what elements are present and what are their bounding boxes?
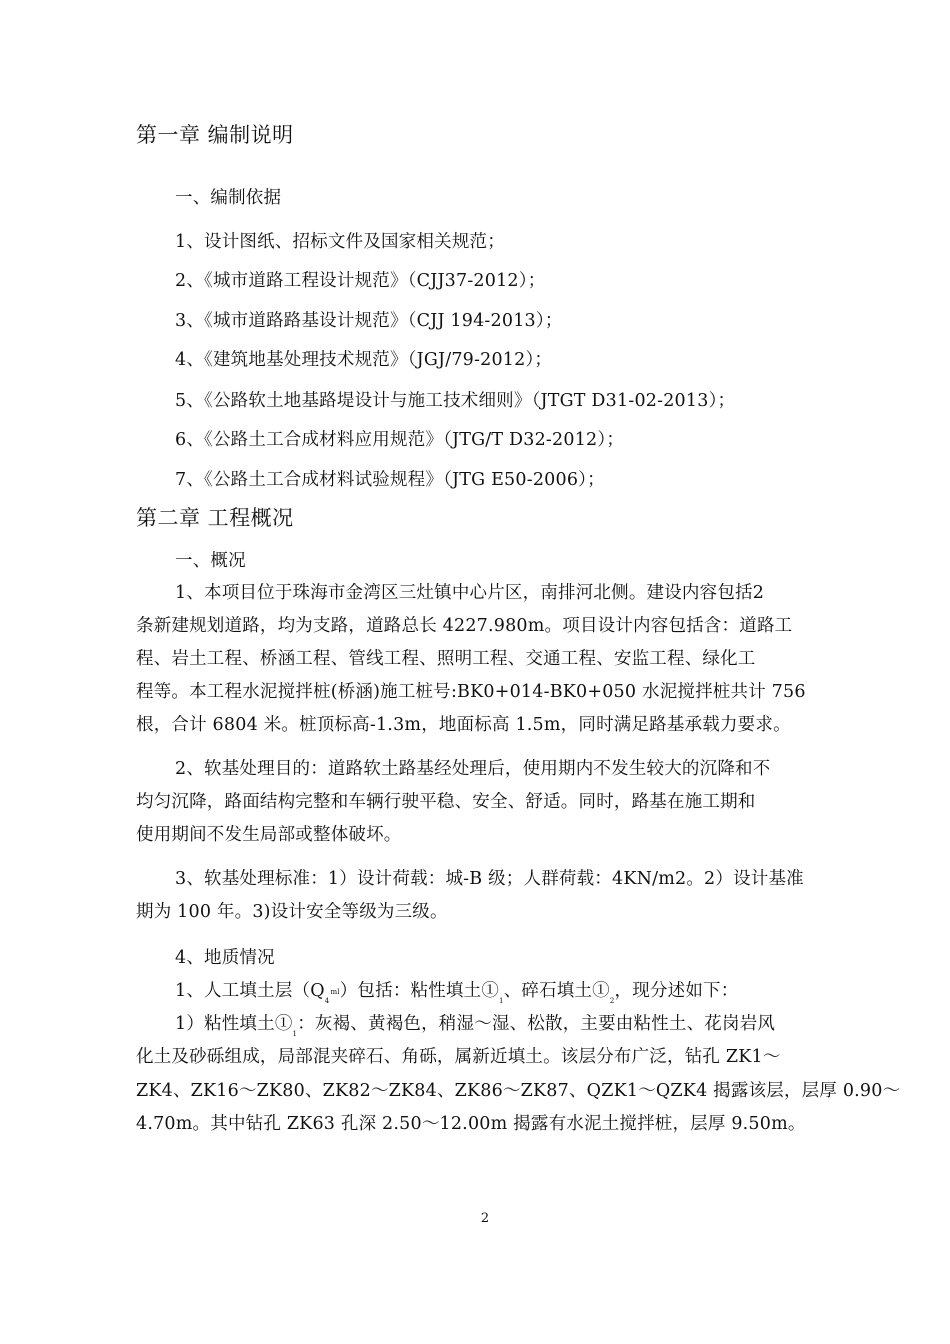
clay-fill-paragraph-line: ZK4、ZK16～ZK80、ZK82～ZK84、ZK86～ZK87、QZK1～QZK4 揭露该层，层厚 0.90～ bbox=[136, 1081, 901, 1101]
fill-layer-line bbox=[175, 980, 738, 1005]
clay-fill-line bbox=[175, 1013, 775, 1038]
reference-item: 5、《公路软土地基路堤设计与施工技术细则》（JTGT D31-02-2013）； bbox=[175, 391, 736, 411]
chapter1-title: 第一章 编制说明 bbox=[136, 123, 294, 147]
overview-paragraph-line: 根，合计 6804 米。桩顶标高-1.3m，地面标高 1.5m，同时满足路基承载力要求。 bbox=[136, 715, 791, 735]
clay-fill-paragraph-line: 化土及砂砾组成，局部混夹碎石、角砾，属新近填土。该层分布广泛，钻孔 ZK1～ bbox=[136, 1047, 781, 1067]
fill-layer-text: 1、人工填土层（Q bbox=[175, 981, 325, 1001]
standard-paragraph-line: 期为 100 年。3)设计安全等级为三级。 bbox=[136, 902, 448, 922]
purpose-paragraph-line: 2、软基处理目的：道路软土路基经处理后，使用期内不发生较大的沉降和不 bbox=[175, 759, 771, 779]
page-number: 2 bbox=[480, 1211, 490, 1226]
geology-heading: 4、地质情况 bbox=[175, 948, 275, 968]
purpose-paragraph-line: 均匀沉降，路面结构完整和车辆行驶平稳、安全、舒适。同时，路基在施工期和 bbox=[136, 792, 756, 812]
chapter1-section1-heading: 一、编制依据 bbox=[175, 188, 282, 208]
standard-paragraph-line: 3、软基处理标准：1）设计荷载：城-B 级；人群荷载：4KN/m2。2）设计基准 bbox=[175, 869, 804, 889]
fill-layer-superscript: ml bbox=[330, 988, 340, 996]
reference-item: 1、设计图纸、招标文件及国家相关规范； bbox=[175, 232, 505, 252]
reference-item: 3、《城市道路路基设计规范》（CJJ 194-2013）； bbox=[175, 311, 563, 331]
purpose-paragraph-line: 使用期间不发生局部或整体破坏。 bbox=[136, 825, 402, 845]
reference-item: 2、《城市道路工程设计规范》（CJJ37-2012）； bbox=[175, 271, 546, 291]
overview-paragraph-line: 1、本项目位于珠海市金湾区三灶镇中心片区，南排河北侧。建设内容包括2 bbox=[175, 583, 765, 603]
fill-layer-text: 、碎石填土① bbox=[503, 981, 610, 1001]
reference-item: 6、《公路土工合成材料应用规范》（JTG/T D32-2012）； bbox=[175, 430, 625, 450]
fill-layer-subscript: 2 bbox=[609, 997, 615, 1005]
fill-layer-subscript: 1 bbox=[499, 997, 504, 1005]
fill-layer-text: ）包括：粘性填土① bbox=[339, 981, 500, 1001]
clay-fill-text: ：灰褐、黄褐色，稍湿～湿、松散，主要由粘性土、花岗岩风 bbox=[297, 1014, 776, 1034]
chapter2-title: 第二章 工程概况 bbox=[136, 506, 294, 530]
fill-layer-text: ，现分述如下： bbox=[614, 981, 739, 1001]
reference-item: 7、《公路土工合成材料试验规程》（JTG E50-2006）； bbox=[175, 470, 605, 490]
overview-paragraph-line: 程、岩土工程、桥涵工程、管线工程、照明工程、交通工程、安监工程、绿化工 bbox=[136, 649, 756, 669]
clay-fill-paragraph-line: 4.70m。其中钻孔 ZK63 孔深 2.50～12.00m 揭露有水泥土搅拌桩，层厚 9.50m。 bbox=[136, 1114, 806, 1134]
overview-paragraph-line: 条新建规划道路，均为支路，道路总长 4227.980m。项目设计内容包括含：道路工 bbox=[136, 616, 793, 636]
clay-fill-subscript: 1 bbox=[292, 1030, 298, 1038]
overview-paragraph-line: 程等。本工程水泥搅拌桩(桥涵)施工桩号:BK0+014-BK0+050 水泥搅拌桩共计 756 bbox=[136, 682, 806, 702]
fill-layer-subscript: 4 bbox=[324, 997, 330, 1005]
chapter2-section1-heading: 一、概况 bbox=[175, 551, 246, 571]
reference-item: 4、《建筑地基处理技术规范》（JGJ/79-2012）； bbox=[175, 350, 553, 370]
clay-fill-text: 1）粘性填土① bbox=[175, 1014, 293, 1034]
